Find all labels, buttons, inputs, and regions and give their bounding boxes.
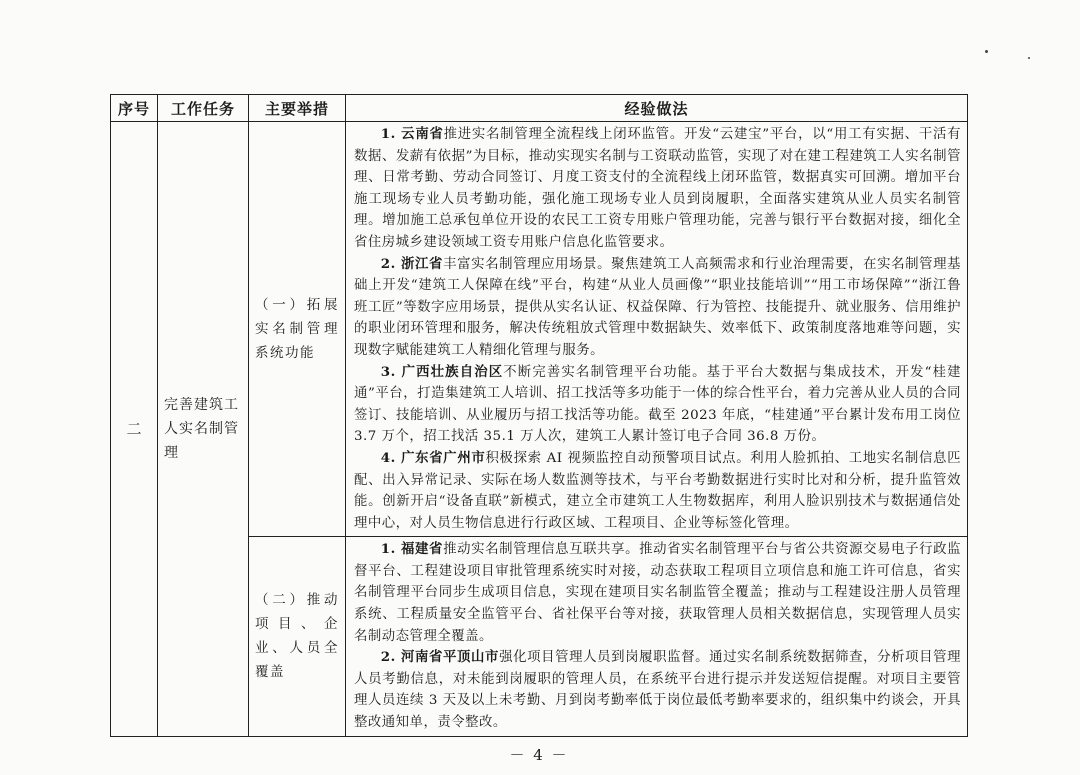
header-no: 序号 [111,95,158,122]
header-measure: 主要举措 [249,95,346,122]
practice-item [354,362,961,448]
practice-lead: 2. 河南省平顶山市 [380,649,500,666]
header-task: 工作任务 [158,95,249,122]
row-number: 二 [111,122,158,737]
experience-1 [346,122,968,537]
practice-body: 推动实名制管理信息互联共享。推动省实名制管理平台与省公共资源交易电子行政监督平台、工程建设项目审批管理系统实时对接，动态获取工程项目立项信息和施工许可信息，省实名制管理平台同步生成项目信息，实现在建项目实名制监管全覆盖；推动与工程建设注册人员管理系统、工程质量安全监管平台、省社保平台等对接，获取管理人员相关数据信息，实现管理人员实名制动态管理全覆盖。 [354,542,961,644]
scan-speck [985,50,988,53]
work-task: 完善建筑工人实名制管理 [158,122,249,737]
practice-body: 强化项目管理人员到岗履职监督。通过实名制系统数据筛查，分析项目管理人员考勤信息，对未能到岗履职的管理人员，在系统平台进行提示并发送短信提醒。对项目主要管理人员连续 3 天及以上未考勤、月到岗考勤率低于岗位最低考勤率要求的，组织集中约谈会，开具整改通知单，责令整改。 [354,650,962,731]
header-experience: 经验做法 [346,95,968,122]
practice-body: 丰富实名制管理应用场景。聚焦建筑工人高频需求和行业治理需要，在实名制管理基础上开发“建筑工人保障在线”平台，构建“从业人员画像”“职业技能培训”“用工市场保障”“浙江鲁班工匠”等数字应用场景，提供从实名认证、权益保障、行为管控、技能提升、就业服务、信用维护的职业闭环管理和服务，解决传统粗放式管理中数据缺失、效率低下、政策制度落地难等问题，实现数字赋能建筑工人精细化管理与服务。 [354,256,961,358]
practice-item [354,539,961,647]
table-header-row [111,95,968,122]
practice-item [354,124,961,254]
practice-lead: 4. 广东省广州市 [380,449,486,466]
practice-item [354,647,961,733]
practice-lead: 2. 浙江省 [380,255,444,272]
practice-item [354,254,961,362]
practice-lead: 1. 福建省 [380,541,444,558]
experience-table [110,94,968,737]
practice-body: 推进实名制管理全流程线上闭环监管。开发“云建宝”平台，以“用工有实据、干活有数据、发薪有依据”为目标，推动实现实名制与工资联动监管，实现了对在建工程建筑工人实名制管理、日常考勤、劳动合同签订、月度工资支付的全流程线上闭环监管，数据真实可回溯。增加平台施工现场专业人员考勤功能，强化施工现场专业人员到岗履职，全面落实建筑从业人员实名制管理。增加施工总承包单位开设的农民工工资专用账户管理功能，完善与银行平台数据对接，细化全省住房城乡建设领域工资专用账户信息化监管要求。 [354,127,961,250]
practice-lead: 3. 广西壮族自治区 [380,363,504,380]
practice-body: 不断完善实名制管理平台功能。基于平台大数据与集成技术，开发“桂建通”平台，打造集建筑工人培训、招工找活等多功能于一体的综合性平台，着力完善从业人员的合同签订、技能培训、从业履历与招工找活等功能。截至 2023 年底，“桂建通”平台累计发布用工岗位 3.7 万个，招工找活 35.1 万人次，建筑工人累计签订电子合同 36.8 万份。 [354,364,962,445]
measure-2: （二）推动项目、企业、人员全覆盖 [249,537,346,736]
scan-speck [1028,57,1030,59]
experience-2 [346,537,968,736]
page-number: － 4 － [509,745,569,764]
practice-body: 积极探索 AI 视频监控自动预警项目试点。利用人脸抓拍、工地实名制信息匹配、出入异常记录、实际在场人数监测等技术，与平台考勤数据进行实时比对和分析，提升监管效能。创新开启“设备直联”新模式，建立全市建筑工人生物数据库，利用人脸识别技术与数据通信处理中心，对人员生物信息进行行政区域、工程项目、企业等标签化管理。 [354,450,961,531]
practice-lead: 1. 云南省 [380,126,444,142]
measure-1: （一）拓展实名制管理系统功能 [249,122,346,537]
practice-item [354,448,961,534]
table-row [111,122,968,537]
